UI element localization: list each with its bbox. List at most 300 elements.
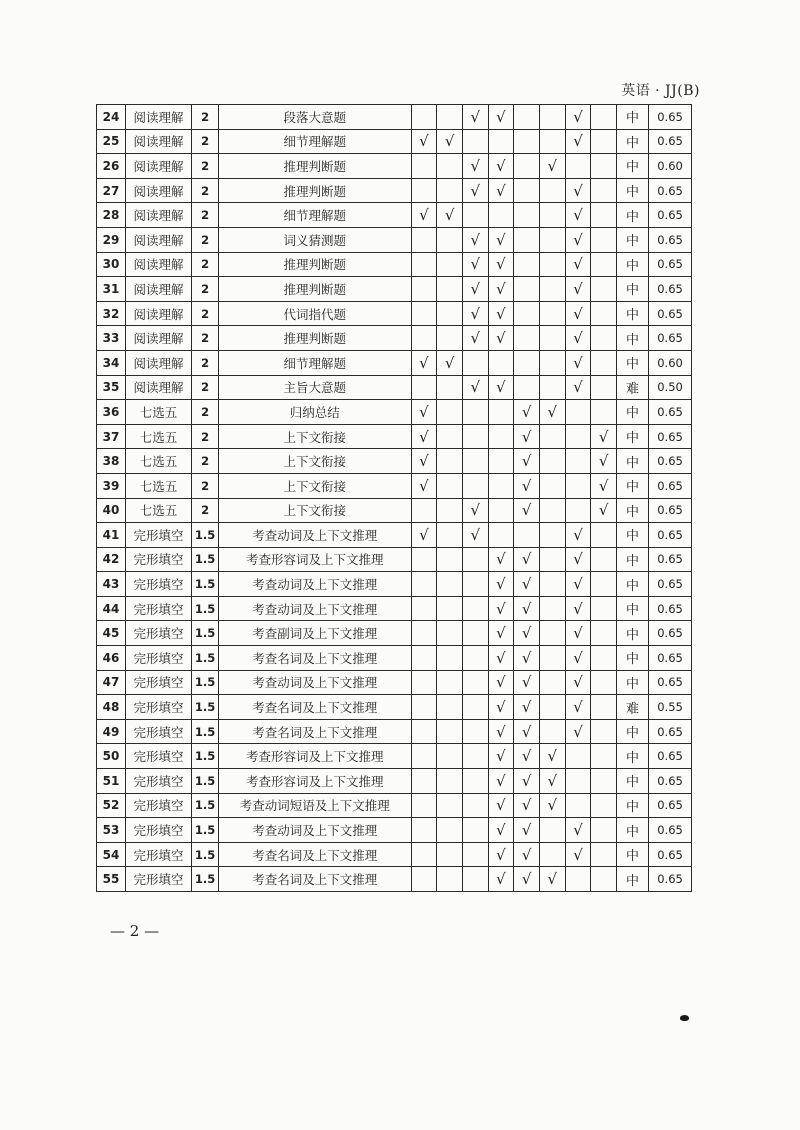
question-type: 完形填空 (125, 547, 191, 572)
question-score: 2 (192, 227, 219, 252)
check-mark-cell: √ (462, 105, 488, 130)
check-mark-cell: √ (514, 842, 540, 867)
difficulty-value: 0.65 (649, 326, 692, 351)
check-mark-cell (437, 424, 463, 449)
difficulty-value: 0.65 (649, 793, 692, 818)
check-mark-cell: √ (462, 301, 488, 326)
difficulty-value: 0.65 (649, 769, 692, 794)
question-number: 40 (97, 498, 126, 523)
check-mark-cell (437, 867, 463, 892)
question-type: 阅读理解 (125, 375, 191, 400)
check-mark-cell: √ (488, 744, 514, 769)
check-mark-cell: √ (565, 670, 591, 695)
check-mark-cell (514, 252, 540, 277)
check-mark-cell: √ (539, 769, 565, 794)
check-mark-cell (488, 473, 514, 498)
question-type: 阅读理解 (125, 277, 191, 302)
check-mark-cell (488, 523, 514, 548)
check-mark-cell (591, 301, 617, 326)
question-description: 细节理解题 (218, 350, 411, 375)
difficulty-value: 0.65 (649, 621, 692, 646)
check-mark-cell (539, 646, 565, 671)
question-score: 2 (192, 326, 219, 351)
question-type: 七选五 (125, 473, 191, 498)
check-mark-cell (539, 375, 565, 400)
question-number: 36 (97, 400, 126, 425)
check-mark-cell (462, 646, 488, 671)
difficulty-level: 中 (616, 842, 648, 867)
question-type: 完形填空 (125, 769, 191, 794)
check-mark-cell: √ (488, 719, 514, 744)
check-mark-cell: √ (514, 596, 540, 621)
check-mark-cell: √ (488, 842, 514, 867)
check-mark-cell (437, 473, 463, 498)
check-mark-cell (488, 350, 514, 375)
check-mark-cell: √ (514, 572, 540, 597)
check-mark-cell: √ (514, 793, 540, 818)
check-mark-cell (514, 350, 540, 375)
check-mark-cell (488, 203, 514, 228)
check-mark-cell (411, 154, 437, 179)
table-row (97, 129, 692, 154)
check-mark-cell (591, 621, 617, 646)
question-number: 31 (97, 277, 126, 302)
difficulty-value: 0.65 (649, 646, 692, 671)
check-mark-cell: √ (488, 547, 514, 572)
check-mark-cell: √ (514, 867, 540, 892)
check-mark-cell: √ (514, 646, 540, 671)
check-mark-cell: √ (565, 646, 591, 671)
check-mark-cell: √ (565, 842, 591, 867)
check-mark-cell: √ (539, 744, 565, 769)
check-mark-cell (591, 646, 617, 671)
question-type: 完形填空 (125, 572, 191, 597)
difficulty-value: 0.65 (649, 572, 692, 597)
difficulty-level: 中 (616, 154, 648, 179)
difficulty-value: 0.65 (649, 178, 692, 203)
check-mark-cell: √ (539, 400, 565, 425)
difficulty-value: 0.65 (649, 400, 692, 425)
check-mark-cell (539, 572, 565, 597)
question-description: 细节理解题 (218, 129, 411, 154)
difficulty-level: 中 (616, 646, 648, 671)
check-mark-cell (539, 596, 565, 621)
check-mark-cell (514, 326, 540, 351)
check-mark-cell (437, 646, 463, 671)
check-mark-cell (437, 547, 463, 572)
check-mark-cell (591, 326, 617, 351)
difficulty-value: 0.65 (649, 498, 692, 523)
question-description: 词义猜测题 (218, 227, 411, 252)
difficulty-level: 中 (616, 301, 648, 326)
check-mark-cell: √ (514, 400, 540, 425)
table-row (97, 621, 692, 646)
check-mark-cell (462, 867, 488, 892)
check-mark-cell: √ (411, 523, 437, 548)
check-mark-cell (437, 277, 463, 302)
check-mark-cell (565, 867, 591, 892)
difficulty-level: 中 (616, 670, 648, 695)
question-type: 完形填空 (125, 646, 191, 671)
check-mark-cell: √ (488, 277, 514, 302)
check-mark-cell (539, 105, 565, 130)
check-mark-cell: √ (565, 818, 591, 843)
check-mark-cell: √ (565, 523, 591, 548)
check-mark-cell (411, 818, 437, 843)
question-score: 2 (192, 203, 219, 228)
check-mark-cell (565, 498, 591, 523)
check-mark-cell (514, 178, 540, 203)
question-description: 考查动词及上下文推理 (218, 670, 411, 695)
question-score: 2 (192, 400, 219, 425)
check-mark-cell (539, 498, 565, 523)
question-description: 考查动词短语及上下文推理 (218, 793, 411, 818)
check-mark-cell (462, 695, 488, 720)
question-type: 完形填空 (125, 523, 191, 548)
question-type: 七选五 (125, 449, 191, 474)
check-mark-cell (462, 400, 488, 425)
table-row (97, 572, 692, 597)
check-mark-cell (565, 154, 591, 179)
difficulty-value: 0.65 (649, 252, 692, 277)
check-mark-cell: √ (488, 769, 514, 794)
difficulty-level: 中 (616, 596, 648, 621)
check-mark-cell (565, 400, 591, 425)
check-mark-cell (514, 203, 540, 228)
difficulty-value: 0.65 (649, 744, 692, 769)
difficulty-value: 0.65 (649, 818, 692, 843)
difficulty-value: 0.65 (649, 129, 692, 154)
question-type: 阅读理解 (125, 129, 191, 154)
question-score: 1.5 (192, 523, 219, 548)
check-mark-cell: √ (462, 375, 488, 400)
check-mark-cell (411, 621, 437, 646)
check-mark-cell (437, 769, 463, 794)
check-mark-cell (437, 326, 463, 351)
difficulty-value: 0.65 (649, 867, 692, 892)
check-mark-cell: √ (591, 449, 617, 474)
question-description: 考查名词及上下文推理 (218, 842, 411, 867)
question-type: 阅读理解 (125, 178, 191, 203)
question-type: 七选五 (125, 424, 191, 449)
check-mark-cell (539, 547, 565, 572)
check-mark-cell (591, 129, 617, 154)
check-mark-cell (565, 473, 591, 498)
check-mark-cell (437, 105, 463, 130)
question-number: 29 (97, 227, 126, 252)
check-mark-cell: √ (565, 547, 591, 572)
check-mark-cell: √ (514, 424, 540, 449)
check-mark-cell (411, 105, 437, 130)
question-number: 27 (97, 178, 126, 203)
question-number: 54 (97, 842, 126, 867)
check-mark-cell: √ (514, 818, 540, 843)
check-mark-cell (462, 769, 488, 794)
check-mark-cell (539, 350, 565, 375)
question-type: 七选五 (125, 498, 191, 523)
check-mark-cell (437, 178, 463, 203)
check-mark-cell (437, 572, 463, 597)
question-type: 阅读理解 (125, 227, 191, 252)
check-mark-cell: √ (514, 449, 540, 474)
check-mark-cell (514, 105, 540, 130)
check-mark-cell: √ (591, 498, 617, 523)
check-mark-cell: √ (565, 178, 591, 203)
check-mark-cell (539, 301, 565, 326)
difficulty-level: 中 (616, 498, 648, 523)
check-mark-cell: √ (514, 621, 540, 646)
question-score: 1.5 (192, 719, 219, 744)
check-mark-cell: √ (462, 154, 488, 179)
check-mark-cell (514, 523, 540, 548)
question-number: 28 (97, 203, 126, 228)
check-mark-cell: √ (565, 572, 591, 597)
question-description: 考查动词及上下文推理 (218, 523, 411, 548)
question-type: 阅读理解 (125, 301, 191, 326)
question-number: 52 (97, 793, 126, 818)
check-mark-cell: √ (488, 621, 514, 646)
question-number: 30 (97, 252, 126, 277)
difficulty-value: 0.65 (649, 424, 692, 449)
question-number: 41 (97, 523, 126, 548)
check-mark-cell (437, 375, 463, 400)
question-description: 考查名词及上下文推理 (218, 695, 411, 720)
question-description: 考查副词及上下文推理 (218, 621, 411, 646)
question-score: 2 (192, 129, 219, 154)
table-row (97, 227, 692, 252)
check-mark-cell: √ (565, 695, 591, 720)
question-description: 推理判断题 (218, 178, 411, 203)
check-mark-cell (591, 670, 617, 695)
check-mark-cell (565, 424, 591, 449)
question-type: 阅读理解 (125, 350, 191, 375)
difficulty-value: 0.65 (649, 277, 692, 302)
question-description: 考查名词及上下文推理 (218, 867, 411, 892)
difficulty-value: 0.65 (649, 449, 692, 474)
question-score: 2 (192, 449, 219, 474)
question-description: 考查动词及上下文推理 (218, 572, 411, 597)
check-mark-cell (591, 400, 617, 425)
question-type: 阅读理解 (125, 252, 191, 277)
check-mark-cell (591, 178, 617, 203)
table-row (97, 547, 692, 572)
check-mark-cell (437, 523, 463, 548)
check-mark-cell (488, 498, 514, 523)
check-mark-cell (514, 227, 540, 252)
check-mark-cell: √ (411, 350, 437, 375)
check-mark-cell (437, 400, 463, 425)
question-number: 37 (97, 424, 126, 449)
check-mark-cell (539, 277, 565, 302)
difficulty-level: 中 (616, 203, 648, 228)
difficulty-level: 中 (616, 867, 648, 892)
question-description: 主旨大意题 (218, 375, 411, 400)
question-number: 24 (97, 105, 126, 130)
question-type: 完形填空 (125, 719, 191, 744)
table-row (97, 744, 692, 769)
table-row (97, 842, 692, 867)
question-type: 完形填空 (125, 695, 191, 720)
check-mark-cell (411, 842, 437, 867)
question-score: 2 (192, 252, 219, 277)
check-mark-cell (565, 769, 591, 794)
check-mark-cell (462, 424, 488, 449)
question-score: 1.5 (192, 596, 219, 621)
check-mark-cell: √ (411, 473, 437, 498)
check-mark-cell: √ (437, 129, 463, 154)
difficulty-level: 中 (616, 105, 648, 130)
question-description: 推理判断题 (218, 277, 411, 302)
check-mark-cell (437, 596, 463, 621)
question-description: 考查名词及上下文推理 (218, 646, 411, 671)
table-row (97, 646, 692, 671)
question-number: 32 (97, 301, 126, 326)
question-number: 33 (97, 326, 126, 351)
difficulty-value: 0.65 (649, 523, 692, 548)
difficulty-level: 难 (616, 375, 648, 400)
difficulty-value: 0.65 (649, 301, 692, 326)
difficulty-level: 中 (616, 473, 648, 498)
check-mark-cell: √ (539, 154, 565, 179)
check-mark-cell (539, 719, 565, 744)
check-mark-cell: √ (565, 301, 591, 326)
check-mark-cell (488, 400, 514, 425)
check-mark-cell: √ (488, 793, 514, 818)
question-type: 完形填空 (125, 744, 191, 769)
check-mark-cell (591, 719, 617, 744)
check-mark-cell: √ (565, 105, 591, 130)
table-row (97, 277, 692, 302)
question-type: 完形填空 (125, 818, 191, 843)
question-number: 26 (97, 154, 126, 179)
difficulty-level: 中 (616, 719, 648, 744)
check-mark-cell (591, 203, 617, 228)
question-description: 上下文衔接 (218, 498, 411, 523)
question-type: 阅读理解 (125, 105, 191, 130)
table-row (97, 473, 692, 498)
difficulty-value: 0.65 (649, 719, 692, 744)
check-mark-cell (462, 596, 488, 621)
question-type: 七选五 (125, 400, 191, 425)
question-type: 完形填空 (125, 621, 191, 646)
check-mark-cell: √ (565, 719, 591, 744)
table-body (97, 105, 692, 892)
check-mark-cell (411, 547, 437, 572)
table-row (97, 695, 692, 720)
question-score: 1.5 (192, 695, 219, 720)
check-mark-cell: √ (411, 129, 437, 154)
question-number: 50 (97, 744, 126, 769)
check-mark-cell (514, 129, 540, 154)
check-mark-cell (539, 203, 565, 228)
check-mark-cell (411, 719, 437, 744)
check-mark-cell (462, 719, 488, 744)
question-number: 38 (97, 449, 126, 474)
table-row (97, 326, 692, 351)
check-mark-cell (591, 375, 617, 400)
difficulty-level: 中 (616, 523, 648, 548)
check-mark-cell (411, 178, 437, 203)
question-description: 上下文衔接 (218, 473, 411, 498)
check-mark-cell (539, 129, 565, 154)
check-mark-cell: √ (539, 867, 565, 892)
check-mark-cell (565, 449, 591, 474)
check-mark-cell: √ (462, 498, 488, 523)
check-mark-cell: √ (462, 227, 488, 252)
check-mark-cell (514, 301, 540, 326)
question-score: 1.5 (192, 621, 219, 646)
difficulty-value: 0.65 (649, 596, 692, 621)
question-description: 考查动词及上下文推理 (218, 596, 411, 621)
check-mark-cell (411, 326, 437, 351)
check-mark-cell: √ (565, 203, 591, 228)
question-type: 阅读理解 (125, 326, 191, 351)
question-score: 2 (192, 154, 219, 179)
check-mark-cell (591, 523, 617, 548)
check-mark-cell (411, 744, 437, 769)
question-analysis-table (96, 104, 692, 892)
question-number: 49 (97, 719, 126, 744)
check-mark-cell (565, 744, 591, 769)
check-mark-cell: √ (411, 424, 437, 449)
check-mark-cell (462, 793, 488, 818)
check-mark-cell (514, 375, 540, 400)
check-mark-cell: √ (462, 523, 488, 548)
check-mark-cell: √ (565, 375, 591, 400)
table-row (97, 793, 692, 818)
question-description: 归纳总结 (218, 400, 411, 425)
check-mark-cell (591, 227, 617, 252)
check-mark-cell (411, 695, 437, 720)
difficulty-level: 中 (616, 400, 648, 425)
difficulty-level: 中 (616, 277, 648, 302)
question-score: 2 (192, 105, 219, 130)
check-mark-cell: √ (488, 596, 514, 621)
difficulty-level: 中 (616, 572, 648, 597)
question-score: 1.5 (192, 793, 219, 818)
check-mark-cell (411, 252, 437, 277)
check-mark-cell (411, 596, 437, 621)
question-score: 1.5 (192, 867, 219, 892)
table-row (97, 252, 692, 277)
check-mark-cell (411, 646, 437, 671)
difficulty-level: 中 (616, 621, 648, 646)
question-score: 1.5 (192, 842, 219, 867)
question-number: 39 (97, 473, 126, 498)
check-mark-cell (437, 498, 463, 523)
check-mark-cell (488, 424, 514, 449)
check-mark-cell: √ (488, 105, 514, 130)
check-mark-cell: √ (514, 670, 540, 695)
difficulty-level: 中 (616, 449, 648, 474)
table-row (97, 719, 692, 744)
table-row (97, 105, 692, 130)
check-mark-cell (539, 424, 565, 449)
question-number: 42 (97, 547, 126, 572)
check-mark-cell (411, 498, 437, 523)
check-mark-cell (411, 375, 437, 400)
check-mark-cell (462, 572, 488, 597)
difficulty-level: 中 (616, 252, 648, 277)
check-mark-cell: √ (514, 695, 540, 720)
check-mark-cell (462, 203, 488, 228)
check-mark-cell (591, 793, 617, 818)
question-number: 43 (97, 572, 126, 597)
difficulty-value: 0.65 (649, 203, 692, 228)
check-mark-cell (539, 252, 565, 277)
check-mark-cell (591, 105, 617, 130)
question-score: 2 (192, 375, 219, 400)
